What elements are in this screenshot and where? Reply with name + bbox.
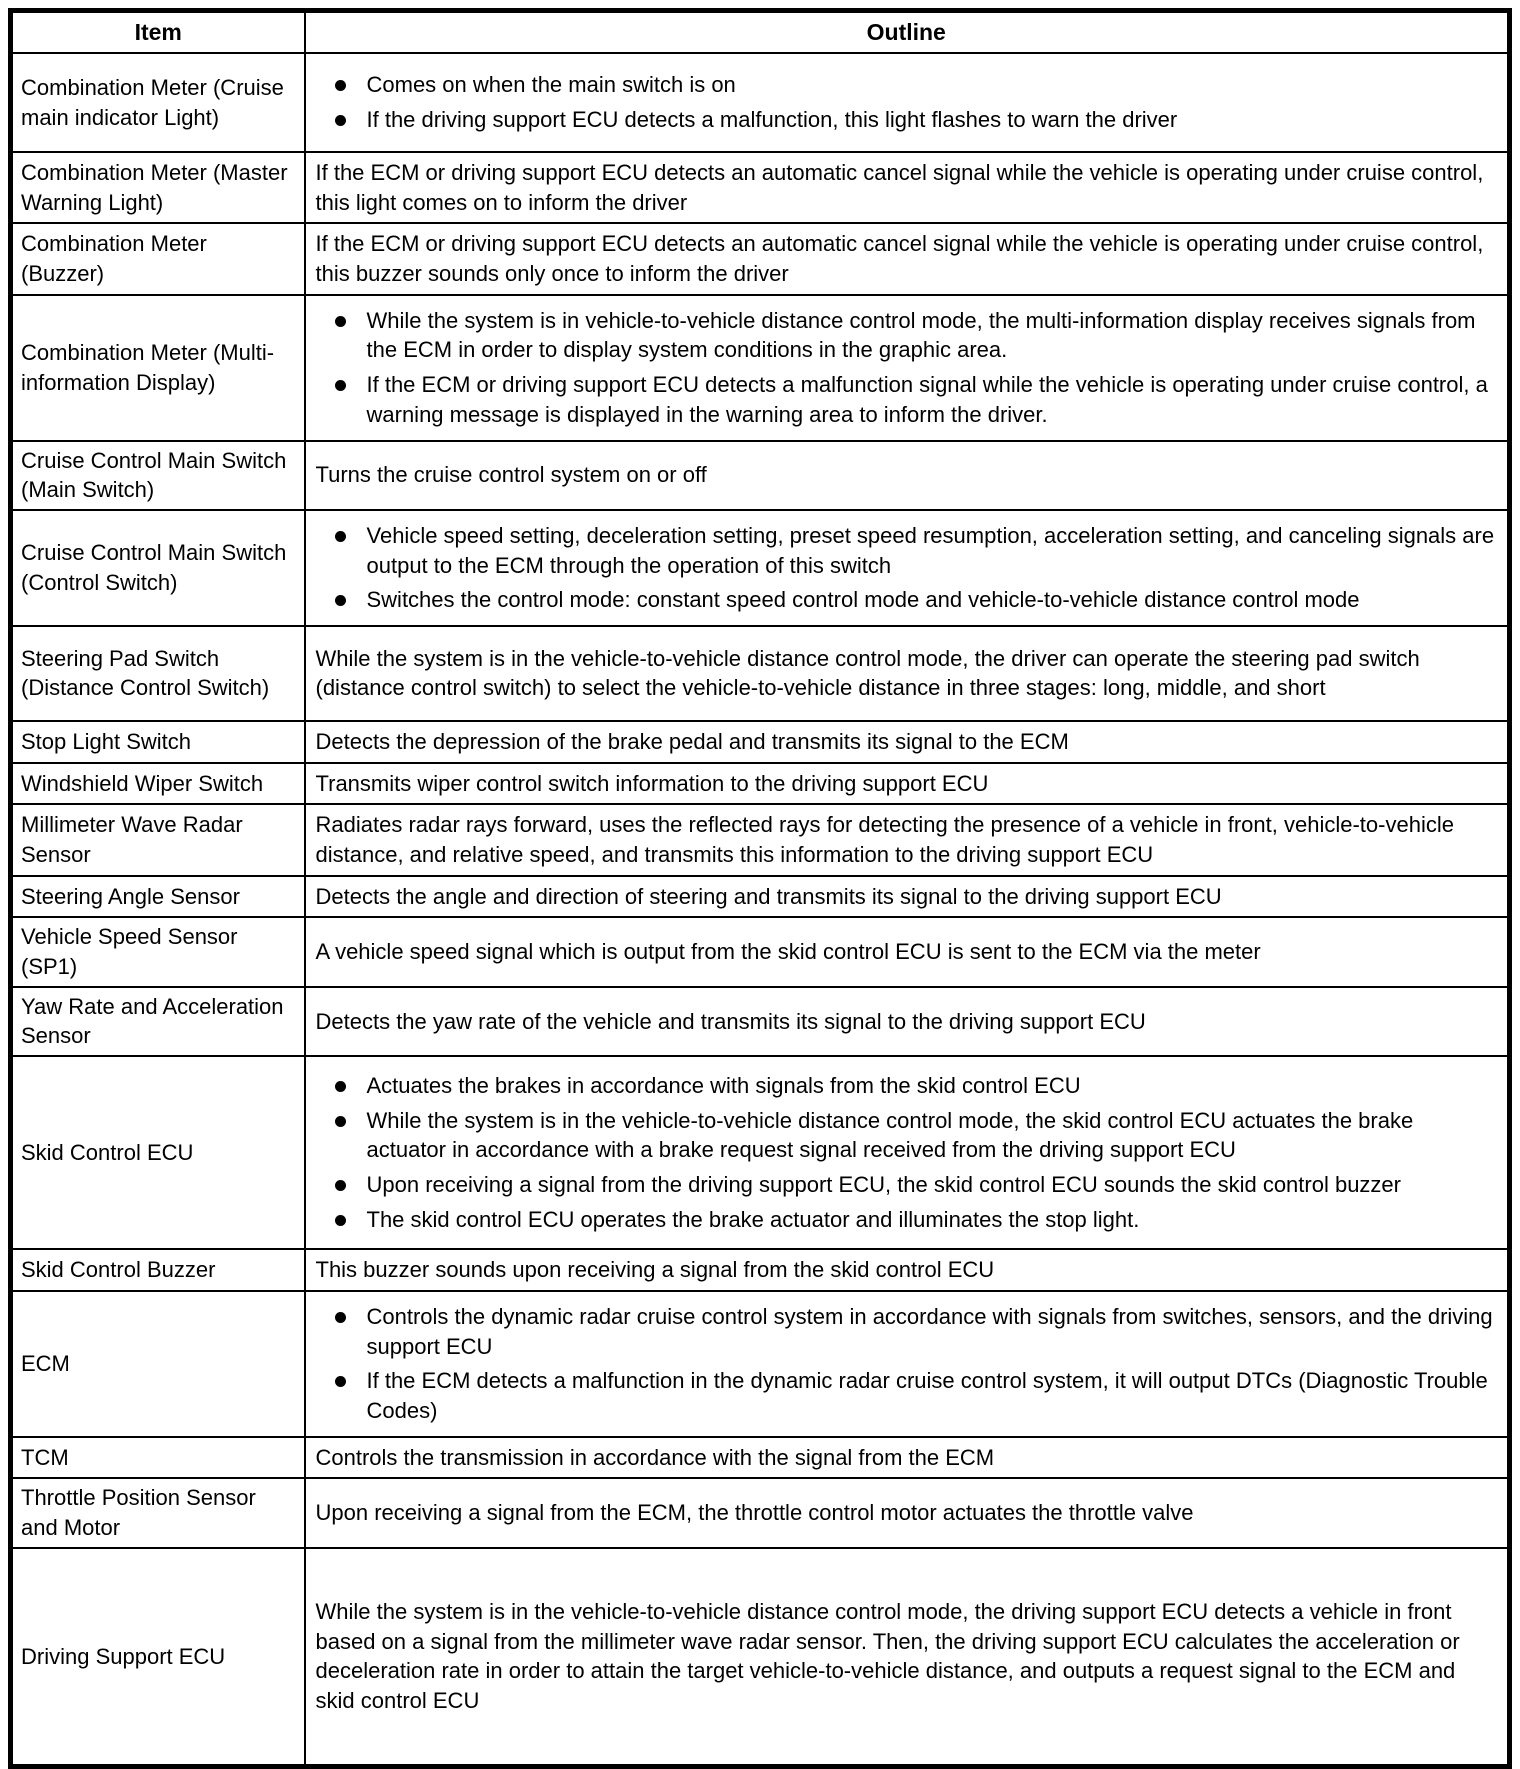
component-outline-table — [8, 8, 1512, 1769]
outline-text: If the ECM or driving support ECU detects an automatic cancel signal while the vehicle is operating under cruise control, this light comes on to inform the driver — [315, 160, 1484, 215]
outline-cell — [305, 152, 1510, 223]
bullet-icon — [335, 1081, 346, 1092]
outline-text: Radiates radar rays forward, uses the reflected rays for detecting the presence of a vehicle in front, vehicle-to-vehicle distance, and relative speed, and transmits this information to the driving support ECU — [315, 812, 1454, 868]
outline-cell — [305, 1478, 1510, 1547]
outline-cell — [305, 441, 1510, 510]
bullet-list — [316, 1302, 1498, 1426]
outline-cell — [305, 1291, 1510, 1437]
table-row — [11, 152, 1510, 223]
table-row — [11, 876, 1510, 918]
table-row — [11, 987, 1510, 1056]
table-row — [11, 53, 1510, 152]
outline-cell — [305, 626, 1510, 721]
outline-cell — [305, 223, 1510, 294]
item-cell: Skid Control Buzzer — [11, 1249, 305, 1291]
item-cell: Millimeter Wave Radar Sensor — [11, 804, 305, 875]
bullet-icon — [335, 115, 346, 126]
table-row — [11, 510, 1510, 626]
column-header-item: Item — [11, 11, 305, 54]
item-cell: Driving Support ECU — [11, 1548, 305, 1767]
item-cell: Cruise Control Main Switch (Control Switch) — [11, 510, 305, 626]
outline-text: While the system is in the vehicle-to-vehicle distance control mode, the driving support ECU detects a vehicle in front based on a signal from the millimeter wave radar sensor. Then, the driving support ECU calculates the acceleration or deceleration rate in order to attain the target vehicle-to-vehicle distance, and outputs a request signal to the ECM and skid control ECU — [315, 1599, 1460, 1714]
header-row — [11, 11, 1510, 54]
table-row — [11, 1249, 1510, 1291]
table-row — [11, 804, 1510, 875]
outline-cell — [305, 510, 1510, 626]
bullet-text: Comes on when the main switch is on — [366, 72, 736, 98]
bullet-text: Switches the control mode: constant speed control mode and vehicle-to-vehicle distance control mode — [366, 587, 1360, 613]
list-item — [316, 370, 1498, 429]
bullet-text: The skid control ECU operates the brake actuator and illuminates the stop light. — [366, 1206, 1140, 1232]
bullet-list — [316, 306, 1498, 430]
table-row — [11, 1291, 1510, 1437]
list-item — [316, 1071, 1498, 1101]
item-cell: Stop Light Switch — [11, 721, 305, 763]
bullet-list — [316, 521, 1498, 615]
bullet-icon — [335, 1312, 346, 1323]
list-item — [316, 1106, 1498, 1165]
table-row — [11, 295, 1510, 441]
bullet-icon — [335, 316, 346, 327]
table-row — [11, 223, 1510, 294]
item-cell: ECM — [11, 1291, 305, 1437]
outline-text: Detects the yaw rate of the vehicle and transmits its signal to the driving support ECU — [315, 1008, 1146, 1034]
bullet-icon — [335, 531, 346, 542]
bullet-text: Controls the dynamic radar cruise control system in accordance with signals from switches, sensors, and the driving support ECU — [366, 1303, 1493, 1359]
list-item — [316, 585, 1498, 615]
column-header-outline: Outline — [305, 11, 1510, 54]
bullet-text: Vehicle speed setting, deceleration setting, preset speed resumption, acceleration setting, and canceling signals are output to the ECM through the operation of this switch — [366, 522, 1495, 578]
outline-cell — [305, 917, 1510, 986]
list-item — [316, 1170, 1498, 1200]
outline-cell — [305, 53, 1510, 152]
outline-text: This buzzer sounds upon receiving a signal from the skid control ECU — [315, 1257, 995, 1283]
outline-cell — [305, 1056, 1510, 1249]
outline-cell — [305, 1437, 1510, 1479]
item-cell: Steering Angle Sensor — [11, 876, 305, 918]
outline-text: While the system is in the vehicle-to-vehicle distance control mode, the driver can operate the steering pad switch (distance control switch) to select the vehicle-to-vehicle distance in three stages: long, middle, and short — [315, 645, 1420, 701]
outline-text: Detects the depression of the brake pedal and transmits its signal to the ECM — [315, 728, 1069, 754]
bullet-list — [316, 1071, 1498, 1234]
table-row — [11, 626, 1510, 721]
bullet-icon — [335, 1180, 346, 1191]
list-item — [316, 1366, 1498, 1425]
list-item — [316, 1302, 1498, 1361]
bullet-text: If the ECM or driving support ECU detects a malfunction signal while the vehicle is operating under cruise control, a warning message is displayed in the warning area to inform the driver. — [366, 372, 1488, 427]
bullet-text: Upon receiving a signal from the driving support ECU, the skid control ECU sounds the skid control buzzer — [366, 1172, 1401, 1198]
item-cell: TCM — [11, 1437, 305, 1479]
table-row — [11, 917, 1510, 986]
bullet-icon — [335, 595, 346, 606]
outline-cell — [305, 987, 1510, 1056]
bullet-list — [316, 70, 1498, 134]
outline-cell — [305, 721, 1510, 763]
bullet-icon — [335, 1376, 346, 1387]
item-cell: Combination Meter (Buzzer) — [11, 223, 305, 294]
table-row — [11, 1548, 1510, 1767]
outline-text: Turns the cruise control system on or off — [315, 462, 707, 488]
list-item — [316, 1205, 1498, 1235]
list-item — [316, 105, 1498, 135]
list-item — [316, 306, 1498, 365]
bullet-text: Actuates the brakes in accordance with signals from the skid control ECU — [366, 1072, 1081, 1098]
item-cell: Throttle Position Sensor and Motor — [11, 1478, 305, 1547]
outline-text: Detects the angle and direction of steering and transmits its signal to the driving support ECU — [315, 883, 1222, 909]
outline-cell — [305, 763, 1510, 805]
item-cell: Skid Control ECU — [11, 1056, 305, 1249]
item-cell: Cruise Control Main Switch (Main Switch) — [11, 441, 305, 510]
outline-text: Upon receiving a signal from the ECM, the throttle control motor actuates the throttle valve — [315, 1500, 1194, 1526]
item-cell: Steering Pad Switch (Distance Control Switch) — [11, 626, 305, 721]
item-cell: Vehicle Speed Sensor (SP1) — [11, 917, 305, 986]
bullet-text: While the system is in vehicle-to-vehicle distance control mode, the multi-information display receives signals from the ECM in order to display system conditions in the graphic area. — [366, 307, 1476, 363]
outline-text: If the ECM or driving support ECU detects an automatic cancel signal while the vehicle is operating under cruise control, this buzzer sounds only once to inform the driver — [315, 231, 1484, 287]
table-row — [11, 721, 1510, 763]
table-row — [11, 763, 1510, 805]
table-row — [11, 441, 1510, 510]
bullet-text: If the driving support ECU detects a malfunction, this light flashes to warn the driver — [366, 107, 1178, 133]
item-cell: Combination Meter (Master Warning Light) — [11, 152, 305, 223]
outline-text: A vehicle speed signal which is output from the skid control ECU is sent to the ECM via the meter — [315, 939, 1261, 965]
outline-cell — [305, 1249, 1510, 1291]
outline-cell — [305, 295, 1510, 441]
outline-cell — [305, 804, 1510, 875]
table-row — [11, 1056, 1510, 1249]
bullet-icon — [335, 1116, 346, 1127]
item-cell: Windshield Wiper Switch — [11, 763, 305, 805]
item-cell: Yaw Rate and Acceleration Sensor — [11, 987, 305, 1056]
item-cell: Combination Meter (Multi-information Display) — [11, 295, 305, 441]
outline-text: Transmits wiper control switch information to the driving support ECU — [315, 770, 989, 796]
outline-cell — [305, 1548, 1510, 1767]
list-item — [316, 521, 1498, 580]
item-cell: Combination Meter (Cruise main indicator Light) — [11, 53, 305, 152]
outline-text: Controls the transmission in accordance with the signal from the ECM — [315, 1444, 995, 1470]
table-row — [11, 1478, 1510, 1547]
bullet-icon — [335, 80, 346, 91]
bullet-text: While the system is in the vehicle-to-vehicle distance control mode, the skid control ECU actuates the brake actuator in accordance with a brake request signal received from the driving support ECU — [366, 1107, 1414, 1163]
bullet-icon — [335, 1215, 346, 1226]
outline-cell — [305, 876, 1510, 918]
bullet-icon — [335, 380, 346, 391]
list-item — [316, 70, 1498, 100]
table-row — [11, 1437, 1510, 1479]
bullet-text: If the ECM detects a malfunction in the dynamic radar cruise control system, it will output DTCs (Diagnostic Trouble Codes) — [366, 1368, 1488, 1423]
